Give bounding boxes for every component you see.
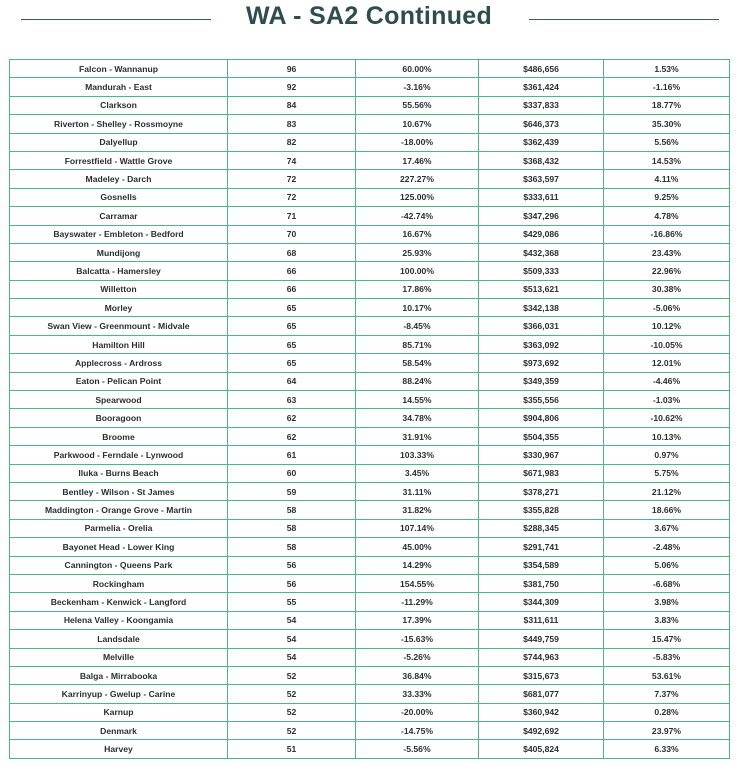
count-cell: 66 — [228, 262, 356, 280]
count-cell: 65 — [228, 335, 356, 353]
table-row — [10, 630, 730, 648]
median-price-cell: $904,806 — [479, 409, 604, 427]
table-row — [10, 501, 730, 519]
count-cell: 65 — [228, 317, 356, 335]
count-cell: 61 — [228, 446, 356, 464]
price-growth-cell: -10.62% — [604, 409, 730, 427]
median-price-cell: $362,439 — [479, 133, 604, 151]
sa2-name-cell: Cannington - Queens Park — [10, 556, 228, 574]
median-price-cell: $311,611 — [479, 611, 604, 629]
table-row — [10, 556, 730, 574]
sa2-data-table — [9, 59, 730, 759]
median-price-cell: $492,692 — [479, 722, 604, 740]
count-cell: 68 — [228, 243, 356, 261]
sa2-name-cell: Iluka - Burns Beach — [10, 464, 228, 482]
price-growth-cell: -5.83% — [604, 648, 730, 666]
change-percent-cell: 31.91% — [356, 427, 479, 445]
median-price-cell: $363,092 — [479, 335, 604, 353]
page-header — [0, 0, 738, 58]
table-row — [10, 96, 730, 114]
price-growth-cell: 23.43% — [604, 243, 730, 261]
table-row — [10, 666, 730, 684]
count-cell: 66 — [228, 280, 356, 298]
table-row — [10, 133, 730, 151]
median-price-cell: $504,355 — [479, 427, 604, 445]
price-growth-cell: 18.77% — [604, 96, 730, 114]
median-price-cell: $333,611 — [479, 188, 604, 206]
count-cell: 58 — [228, 519, 356, 537]
table-row — [10, 519, 730, 537]
sa2-name-cell: Clarkson — [10, 96, 228, 114]
price-growth-cell: 35.30% — [604, 115, 730, 133]
sa2-name-cell: Karnup — [10, 703, 228, 721]
change-percent-cell: 36.84% — [356, 666, 479, 684]
price-growth-cell: 21.12% — [604, 482, 730, 500]
table-row — [10, 207, 730, 225]
median-price-cell: $337,833 — [479, 96, 604, 114]
change-percent-cell: -42.74% — [356, 207, 479, 225]
change-percent-cell: -3.16% — [356, 78, 479, 96]
count-cell: 54 — [228, 630, 356, 648]
count-cell: 65 — [228, 299, 356, 317]
sa2-name-cell: Harvey — [10, 740, 228, 758]
sa2-name-cell: Helena Valley - Koongamia — [10, 611, 228, 629]
sa2-name-cell: Mandurah - East — [10, 78, 228, 96]
count-cell: 62 — [228, 409, 356, 427]
table-row — [10, 78, 730, 96]
change-percent-cell: 100.00% — [356, 262, 479, 280]
sa2-name-cell: Spearwood — [10, 391, 228, 409]
sa2-name-cell: Balga - Mirrabooka — [10, 666, 228, 684]
count-cell: 83 — [228, 115, 356, 133]
table-row — [10, 188, 730, 206]
price-growth-cell: -16.86% — [604, 225, 730, 243]
median-price-cell: $429,086 — [479, 225, 604, 243]
table-row — [10, 391, 730, 409]
change-percent-cell: 16.67% — [356, 225, 479, 243]
change-percent-cell: 31.11% — [356, 482, 479, 500]
table-row — [10, 446, 730, 464]
change-percent-cell: 17.46% — [356, 151, 479, 169]
price-growth-cell: 22.96% — [604, 262, 730, 280]
price-growth-cell: 4.78% — [604, 207, 730, 225]
table-row — [10, 409, 730, 427]
table-row — [10, 703, 730, 721]
median-price-cell: $378,271 — [479, 482, 604, 500]
table-row — [10, 611, 730, 629]
table-row — [10, 280, 730, 298]
price-growth-cell: 1.53% — [604, 60, 730, 78]
sa2-name-cell: Parkwood - Ferndale - Lynwood — [10, 446, 228, 464]
median-price-cell: $342,138 — [479, 299, 604, 317]
change-percent-cell: 107.14% — [356, 519, 479, 537]
price-growth-cell: -10.05% — [604, 335, 730, 353]
sa2-name-cell: Beckenham - Kenwick - Langford — [10, 593, 228, 611]
table-row — [10, 299, 730, 317]
median-price-cell: $513,621 — [479, 280, 604, 298]
sa2-name-cell: Bayonet Head - Lower King — [10, 538, 228, 556]
price-growth-cell: 53.61% — [604, 666, 730, 684]
median-price-cell: $486,656 — [479, 60, 604, 78]
table-row — [10, 354, 730, 372]
sa2-name-cell: Falcon - Wannanup — [10, 60, 228, 78]
price-growth-cell: -6.68% — [604, 574, 730, 592]
price-growth-cell: 6.33% — [604, 740, 730, 758]
table-row — [10, 243, 730, 261]
price-growth-cell: 10.12% — [604, 317, 730, 335]
price-growth-cell: -2.48% — [604, 538, 730, 556]
sa2-name-cell: Booragoon — [10, 409, 228, 427]
table-row — [10, 225, 730, 243]
price-growth-cell: 0.97% — [604, 446, 730, 464]
count-cell: 56 — [228, 556, 356, 574]
median-price-cell: $349,359 — [479, 372, 604, 390]
sa2-name-cell: Landsdale — [10, 630, 228, 648]
price-growth-cell: 14.53% — [604, 151, 730, 169]
count-cell: 52 — [228, 685, 356, 703]
sa2-name-cell: Dalyellup — [10, 133, 228, 151]
change-percent-cell: 17.86% — [356, 280, 479, 298]
count-cell: 92 — [228, 78, 356, 96]
median-price-cell: $288,345 — [479, 519, 604, 537]
median-price-cell: $432,368 — [479, 243, 604, 261]
table-row — [10, 317, 730, 335]
sa2-name-cell: Eaton - Pelican Point — [10, 372, 228, 390]
price-growth-cell: 23.97% — [604, 722, 730, 740]
median-price-cell: $344,309 — [479, 593, 604, 611]
change-percent-cell: 85.71% — [356, 335, 479, 353]
median-price-cell: $681,077 — [479, 685, 604, 703]
sa2-name-cell: Carramar — [10, 207, 228, 225]
count-cell: 56 — [228, 574, 356, 592]
sa2-name-cell: Madeley - Darch — [10, 170, 228, 188]
price-growth-cell: 5.75% — [604, 464, 730, 482]
median-price-cell: $366,031 — [479, 317, 604, 335]
table-row — [10, 60, 730, 78]
median-price-cell: $291,741 — [479, 538, 604, 556]
change-percent-cell: 14.29% — [356, 556, 479, 574]
sa2-name-cell: Applecross - Ardross — [10, 354, 228, 372]
price-growth-cell: 4.11% — [604, 170, 730, 188]
change-percent-cell: 33.33% — [356, 685, 479, 703]
count-cell: 52 — [228, 666, 356, 684]
median-price-cell: $509,333 — [479, 262, 604, 280]
count-cell: 52 — [228, 722, 356, 740]
median-price-cell: $381,750 — [479, 574, 604, 592]
sa2-name-cell: Mundijong — [10, 243, 228, 261]
change-percent-cell: 31.82% — [356, 501, 479, 519]
change-percent-cell: -5.56% — [356, 740, 479, 758]
change-percent-cell: -15.63% — [356, 630, 479, 648]
sa2-name-cell: Bayswater - Embleton - Bedford — [10, 225, 228, 243]
sa2-name-cell: Melville — [10, 648, 228, 666]
price-growth-cell: 0.28% — [604, 703, 730, 721]
median-price-cell: $744,963 — [479, 648, 604, 666]
price-growth-cell: -5.06% — [604, 299, 730, 317]
median-price-cell: $368,432 — [479, 151, 604, 169]
price-growth-cell: 12.01% — [604, 354, 730, 372]
count-cell: 72 — [228, 170, 356, 188]
price-growth-cell: 3.67% — [604, 519, 730, 537]
median-price-cell: $973,692 — [479, 354, 604, 372]
sa2-name-cell: Parmelia - Orelia — [10, 519, 228, 537]
table-row — [10, 722, 730, 740]
count-cell: 58 — [228, 538, 356, 556]
sa2-name-cell: Rockingham — [10, 574, 228, 592]
change-percent-cell: -20.00% — [356, 703, 479, 721]
count-cell: 62 — [228, 427, 356, 445]
sa2-name-cell: Forrestfield - Wattle Grove — [10, 151, 228, 169]
change-percent-cell: 55.56% — [356, 96, 479, 114]
table-row — [10, 170, 730, 188]
median-price-cell: $449,759 — [479, 630, 604, 648]
change-percent-cell: 34.78% — [356, 409, 479, 427]
change-percent-cell: 154.55% — [356, 574, 479, 592]
change-percent-cell: 60.00% — [356, 60, 479, 78]
median-price-cell: $671,983 — [479, 464, 604, 482]
change-percent-cell: 45.00% — [356, 538, 479, 556]
count-cell: 63 — [228, 391, 356, 409]
sa2-name-cell: Denmark — [10, 722, 228, 740]
change-percent-cell: -5.26% — [356, 648, 479, 666]
sa2-name-cell: Maddington - Orange Grove - Martin — [10, 501, 228, 519]
table-row — [10, 740, 730, 758]
median-price-cell: $405,824 — [479, 740, 604, 758]
change-percent-cell: -14.75% — [356, 722, 479, 740]
count-cell: 96 — [228, 60, 356, 78]
count-cell: 51 — [228, 740, 356, 758]
count-cell: 84 — [228, 96, 356, 114]
change-percent-cell: 17.39% — [356, 611, 479, 629]
table-row — [10, 115, 730, 133]
sa2-name-cell: Morley — [10, 299, 228, 317]
price-growth-cell: 5.56% — [604, 133, 730, 151]
median-price-cell: $330,967 — [479, 446, 604, 464]
count-cell: 82 — [228, 133, 356, 151]
table-row — [10, 372, 730, 390]
table-body — [10, 60, 730, 759]
sa2-name-cell: Balcatta - Hamersley — [10, 262, 228, 280]
price-growth-cell: -4.46% — [604, 372, 730, 390]
count-cell: 59 — [228, 482, 356, 500]
change-percent-cell: 10.67% — [356, 115, 479, 133]
change-percent-cell: -11.29% — [356, 593, 479, 611]
sa2-name-cell: Bentley - Wilson - St James — [10, 482, 228, 500]
table-row — [10, 427, 730, 445]
change-percent-cell: 227.27% — [356, 170, 479, 188]
median-price-cell: $361,424 — [479, 78, 604, 96]
change-percent-cell: 3.45% — [356, 464, 479, 482]
price-growth-cell: 5.06% — [604, 556, 730, 574]
change-percent-cell: 125.00% — [356, 188, 479, 206]
price-growth-cell: -1.03% — [604, 391, 730, 409]
sa2-name-cell: Willetton — [10, 280, 228, 298]
header-divider-right — [529, 19, 719, 20]
price-growth-cell: 15.47% — [604, 630, 730, 648]
change-percent-cell: -18.00% — [356, 133, 479, 151]
sa2-name-cell: Broome — [10, 427, 228, 445]
change-percent-cell: -8.45% — [356, 317, 479, 335]
table-row — [10, 464, 730, 482]
price-growth-cell: 18.66% — [604, 501, 730, 519]
price-growth-cell: -1.16% — [604, 78, 730, 96]
count-cell: 65 — [228, 354, 356, 372]
change-percent-cell: 14.55% — [356, 391, 479, 409]
count-cell: 70 — [228, 225, 356, 243]
table-row — [10, 593, 730, 611]
median-price-cell: $646,373 — [479, 115, 604, 133]
count-cell: 74 — [228, 151, 356, 169]
table-row — [10, 151, 730, 169]
count-cell: 52 — [228, 703, 356, 721]
sa2-name-cell: Gosnells — [10, 188, 228, 206]
change-percent-cell: 25.93% — [356, 243, 479, 261]
change-percent-cell: 88.24% — [356, 372, 479, 390]
count-cell: 58 — [228, 501, 356, 519]
median-price-cell: $355,828 — [479, 501, 604, 519]
count-cell: 54 — [228, 611, 356, 629]
price-growth-cell: 3.83% — [604, 611, 730, 629]
count-cell: 72 — [228, 188, 356, 206]
median-price-cell: $315,673 — [479, 666, 604, 684]
price-growth-cell: 3.98% — [604, 593, 730, 611]
median-price-cell: $354,589 — [479, 556, 604, 574]
sa2-name-cell: Hamilton Hill — [10, 335, 228, 353]
table-row — [10, 262, 730, 280]
count-cell: 64 — [228, 372, 356, 390]
table-row — [10, 538, 730, 556]
count-cell: 54 — [228, 648, 356, 666]
page-title: WA - SA2 Continued — [245, 2, 493, 30]
price-growth-cell: 7.37% — [604, 685, 730, 703]
sa2-name-cell: Karrinyup - Gwelup - Carine — [10, 685, 228, 703]
price-growth-cell: 9.25% — [604, 188, 730, 206]
table-row — [10, 482, 730, 500]
table-row — [10, 648, 730, 666]
median-price-cell: $347,296 — [479, 207, 604, 225]
median-price-cell: $363,597 — [479, 170, 604, 188]
count-cell: 71 — [228, 207, 356, 225]
change-percent-cell: 58.54% — [356, 354, 479, 372]
count-cell: 60 — [228, 464, 356, 482]
median-price-cell: $355,556 — [479, 391, 604, 409]
median-price-cell: $360,942 — [479, 703, 604, 721]
table-row — [10, 574, 730, 592]
price-growth-cell: 10.13% — [604, 427, 730, 445]
table-row — [10, 335, 730, 353]
price-growth-cell: 30.38% — [604, 280, 730, 298]
change-percent-cell: 103.33% — [356, 446, 479, 464]
count-cell: 55 — [228, 593, 356, 611]
sa2-name-cell: Swan View - Greenmount - Midvale — [10, 317, 228, 335]
table-row — [10, 685, 730, 703]
sa2-name-cell: Riverton - Shelley - Rossmoyne — [10, 115, 228, 133]
change-percent-cell: 10.17% — [356, 299, 479, 317]
